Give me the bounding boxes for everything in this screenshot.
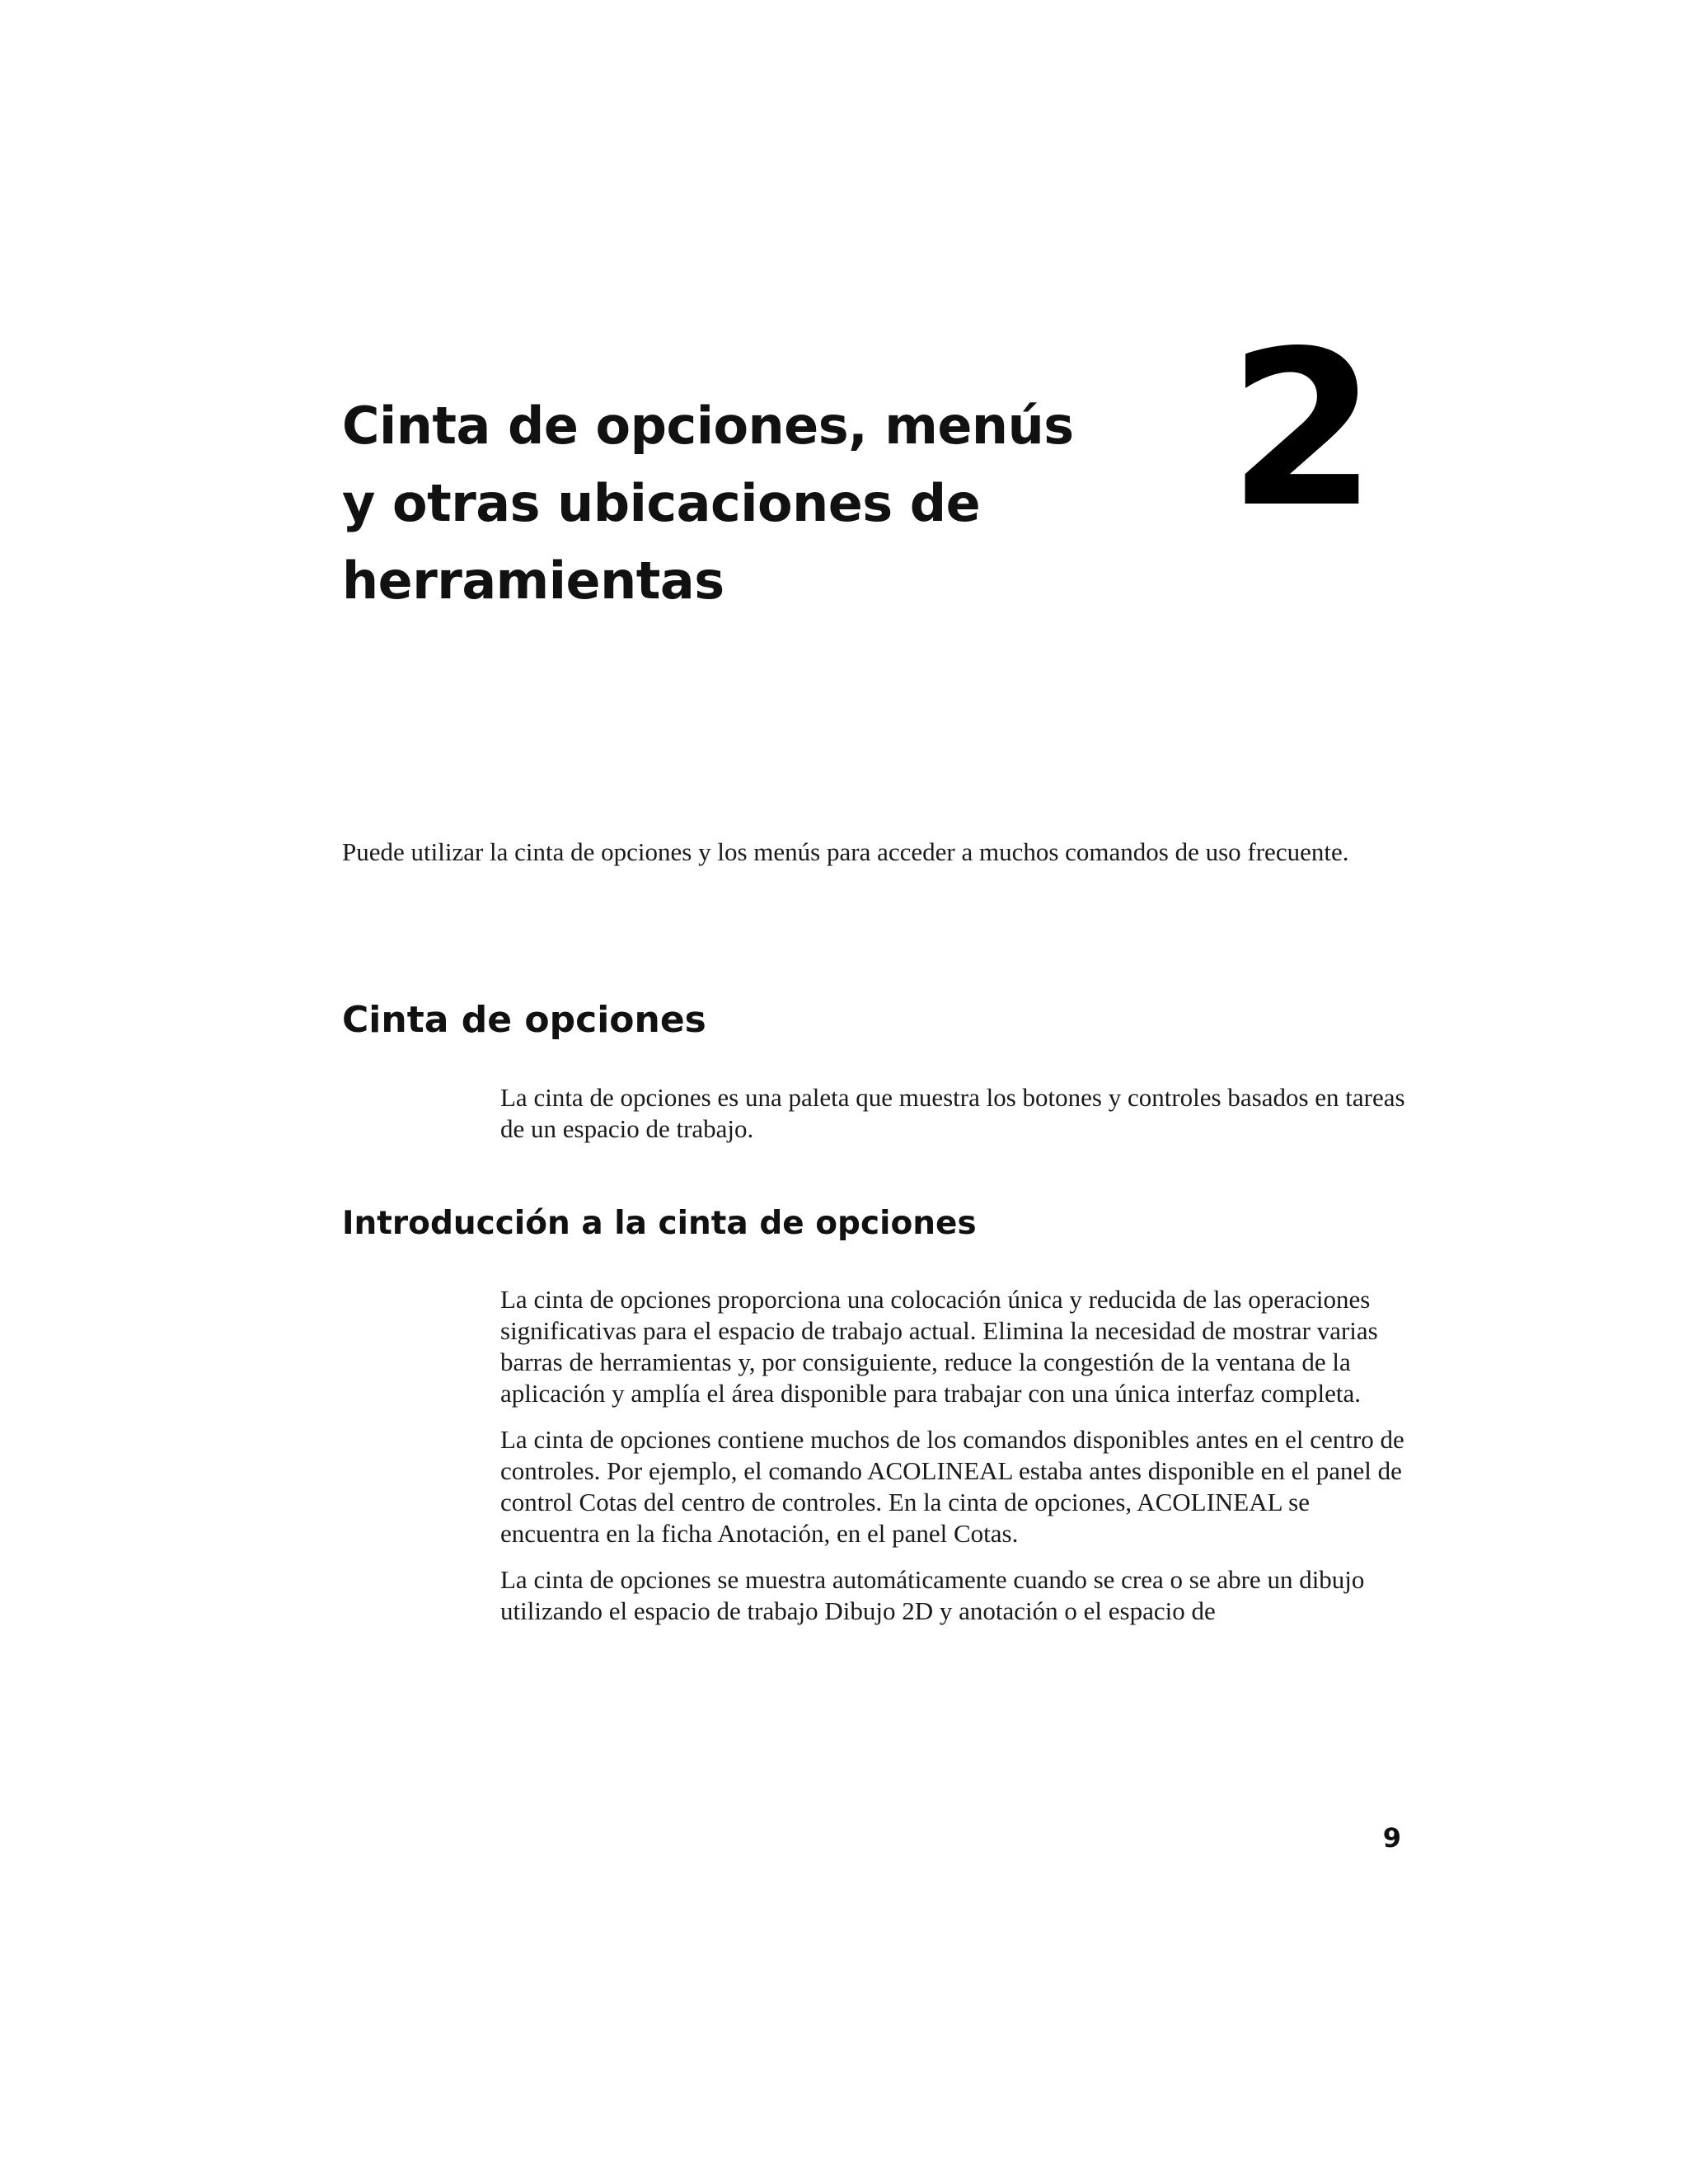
chapter-title-line: herramientas (342, 551, 724, 611)
chapter-title-line: Cinta de opciones, menús (342, 396, 1074, 456)
body-paragraph: La cinta de opciones contiene muchos de los comandos disponibles antes en el centro de controles. Por ejemplo, el comando ACOLINEAL estaba antes disponible en el panel de control Cotas del centro de controles. En la cinta de opciones, ACOLINEAL se encuentra en la ficha Anotación, en el panel Cotas. (500, 1425, 1404, 1548)
chapter-title-line: y otras ubicaciones de (342, 473, 981, 533)
subsection-heading: Introducción a la cinta de opciones (342, 1205, 977, 1242)
section-paragraph: La cinta de opciones es una paleta que muestra los botones y controles basados en tareas de un espacio de trabajo. (500, 1083, 1405, 1143)
subsection-body (500, 1284, 1415, 1642)
chapter-title (342, 387, 1133, 620)
chapter-number: 2 (1228, 306, 1377, 555)
page-number: 9 (1382, 1822, 1401, 1854)
section-heading: Cinta de opciones (342, 999, 706, 1041)
body-paragraph: La cinta de opciones se muestra automáticamente cuando se crea o se abre un dibujo utilizando el espacio de trabajo Dibujo 2D y anotación o el espacio de (500, 1565, 1365, 1625)
intro-paragraph: Puede utilizar la cinta de opciones y los menús para acceder a muchos comandos de uso frecuente. (342, 837, 1349, 866)
body-paragraph: La cinta de opciones proporciona una colocación única y reducida de las operaciones significativas para el espacio de trabajo actual. Elimina la necesidad de mostrar varias barras de herramientas y, por consiguiente, reduce la congestión de la ventana de la aplicación y amplía el área disponible para trabajar con una única interfaz completa. (500, 1285, 1378, 1408)
